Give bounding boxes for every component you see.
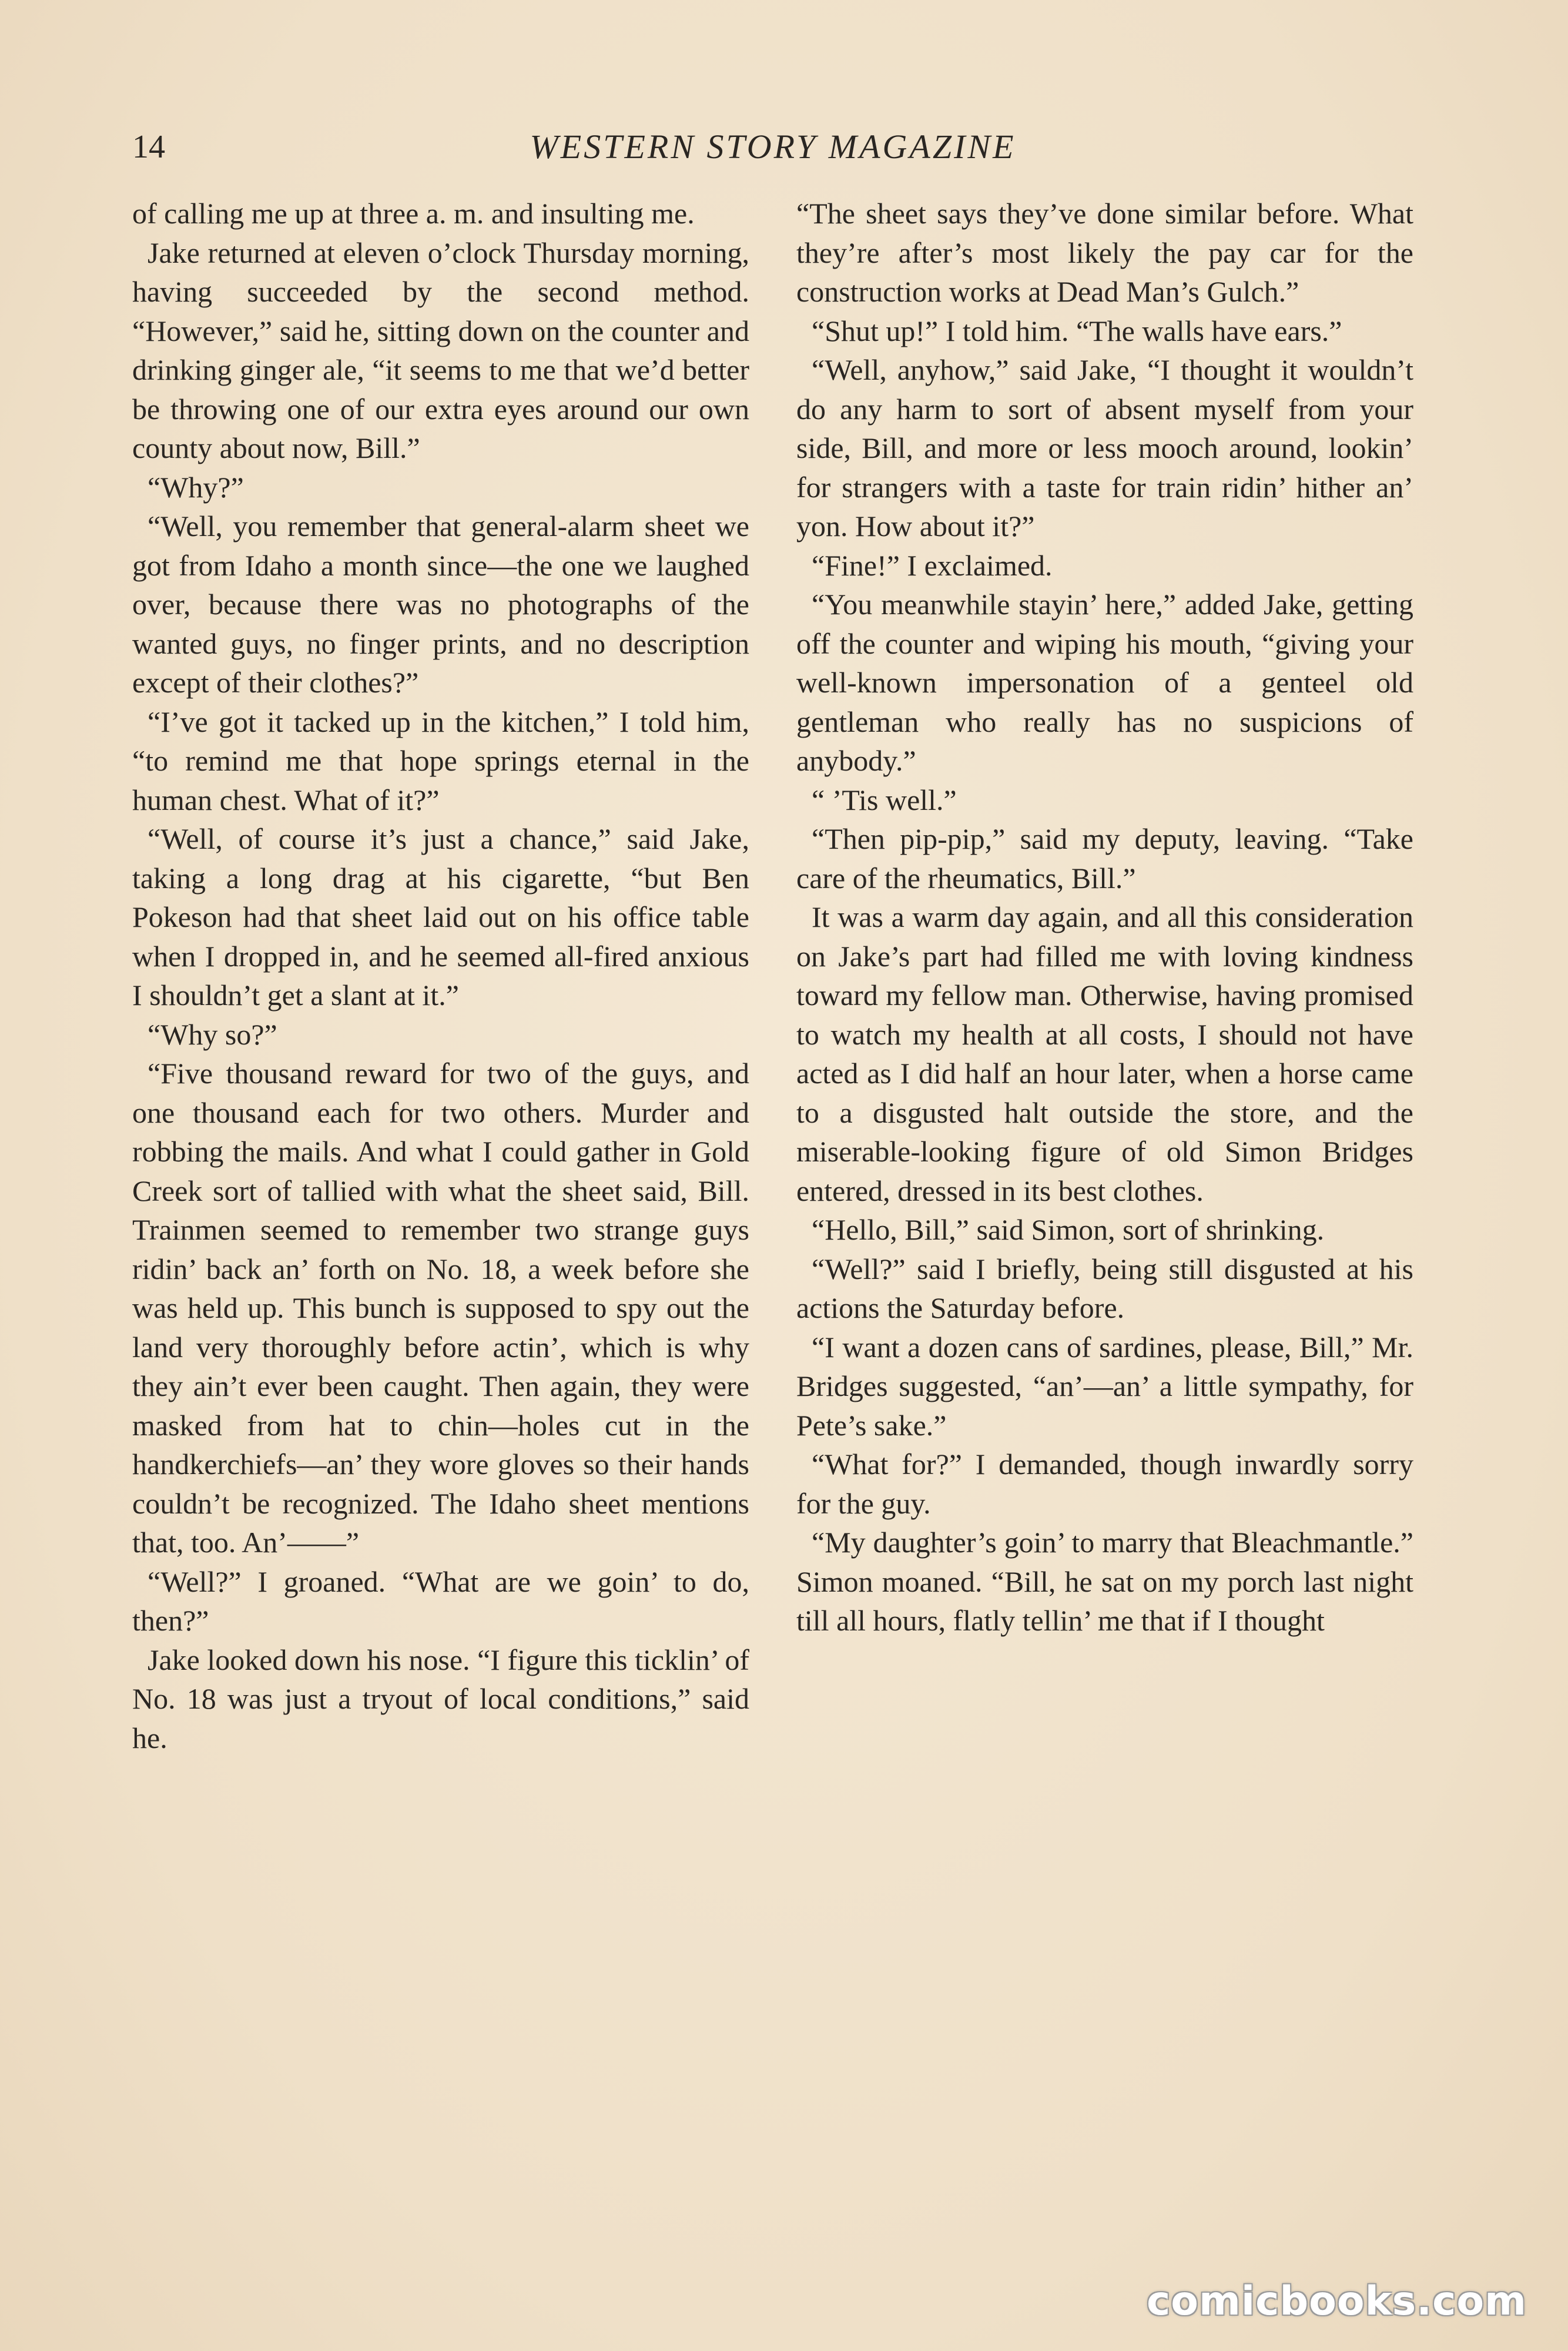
page-header	[132, 120, 1413, 173]
paragraph: “What for?” I demanded, though inwardly sorry for the guy.	[796, 1448, 1413, 1520]
paragraph: “Well?” I groaned. “What are we goin’ to do, then?”	[132, 1565, 749, 1637]
paragraph: “I’ve got it tacked up in the kitchen,” I told him, “to remind me that hope springs eternal in the human chest. What of it?”	[132, 705, 749, 816]
paragraph: “Shut up!” I told him. “The walls have ears.”	[812, 314, 1342, 347]
paragraph: “Well, you remember that general-alarm sheet we got from Idaho a month since—the one we laughed over, because there was no photographs of the wanted guys, no finger prints, and no description except of their clothes?”	[132, 510, 749, 699]
paragraph: “Well, anyhow,” said Jake, “I thought it wouldn’t do any harm to sort of absent myself from your side, Bill, and more or less mooch around, lookin’ for strangers with a taste for train ridin’ hither an’ yon. How about it?”	[796, 353, 1413, 542]
paragraph: “You meanwhile stayin’ here,” added Jake, getting off the counter and wiping his mouth, “giving your well-known impersonation of a genteel old gentleman who really has no suspicions of anybody.”	[796, 588, 1413, 777]
page-number: 14	[132, 129, 165, 165]
paragraph: “Why so?”	[148, 1017, 277, 1051]
paragraph: “My daughter’s goin’ to marry that Bleachmantle.” Simon moaned. “Bill, he sat on my porch last night till all hours, flatly tellin’ me that if I thought	[796, 1526, 1413, 1637]
paragraph: “Fine!” I exclaimed.	[812, 548, 1053, 582]
paragraph: Jake returned at eleven o’clock Thursday morning, having succeeded by the second method. “However,” said he, sitting down on the counter and drinking ginger ale, “it seems to me that we’d better be throwing one of our extra eyes around our own county about now, Bill.”	[132, 236, 749, 464]
paragraph: “Well, of course it’s just a chance,” said Jake, taking a long drag at his cigarette, “but Ben Pokeson had that sheet laid out on his office table when I dropped in, and he seemed all-fired anxious I shouldn’t get a slant at it.”	[132, 822, 749, 1012]
paragraph: It was a warm day again, and all this consideration on Jake’s part had filled me with loving kindness toward my fellow man. Otherwise, having promised to watch my health at all costs, I should not have acted as I did half an hour later, when a horse came to a disgusted halt outside the store, and the miserable-looking figure of old Simon Bridges entered, dressed in its best clothes.	[796, 900, 1413, 1207]
right-column	[796, 194, 1413, 1640]
paragraph: “Why?”	[148, 470, 244, 504]
paragraph: “Well?” said I briefly, being still disgusted at his actions the Saturday before.	[796, 1252, 1413, 1324]
running-head: WESTERN STORY MAGAZINE	[530, 128, 1016, 166]
paragraph: “ ’Tis well.”	[812, 783, 957, 816]
paragraph: “Five thousand reward for two of the guys, and one thousand each for two others. Murder and robbing the mails. And what I could gather in Gold Creek sort of tallied with what the sheet said, Bill. Trainmen seemed to remember two strange guys ridin’ back an’ forth on No. 18, a week before she was held up. This bunch is supposed to spy out the land very thoroughly before actin’, which is why they ain’t ever been caught. Then again, they were masked from hat to chin—holes cut in the handkerchiefs—an’ they wore gloves so their hands couldn’t be recognized. The Idaho sheet mentions that, too. An’——”	[132, 1057, 749, 1559]
paragraph: “Then pip-pip,” said my deputy, leaving. “Take care of the rheumatics, Bill.”	[796, 822, 1413, 895]
watermark: comicbooks.com	[1146, 2278, 1527, 2325]
paragraph: “Hello, Bill,” said Simon, sort of shrinking.	[812, 1213, 1325, 1246]
paragraph: of calling me up at three a. m. and insulting me.	[132, 197, 695, 230]
paragraph: “I want a dozen cans of sardines, please, Bill,” Mr. Bridges suggested, “an’—an’ a little sympathy, for Pete’s sake.”	[796, 1330, 1413, 1442]
paragraph: Jake looked down his nose. “I figure this ticklin’ of No. 18 was just a tryout of local conditions,” said he.	[132, 1643, 749, 1754]
paragraph: “The sheet says they’ve done similar before. What they’re after’s most likely the pay car for the construction works at Dead Man’s Gulch.”	[796, 197, 1413, 308]
left-column	[132, 194, 749, 1757]
